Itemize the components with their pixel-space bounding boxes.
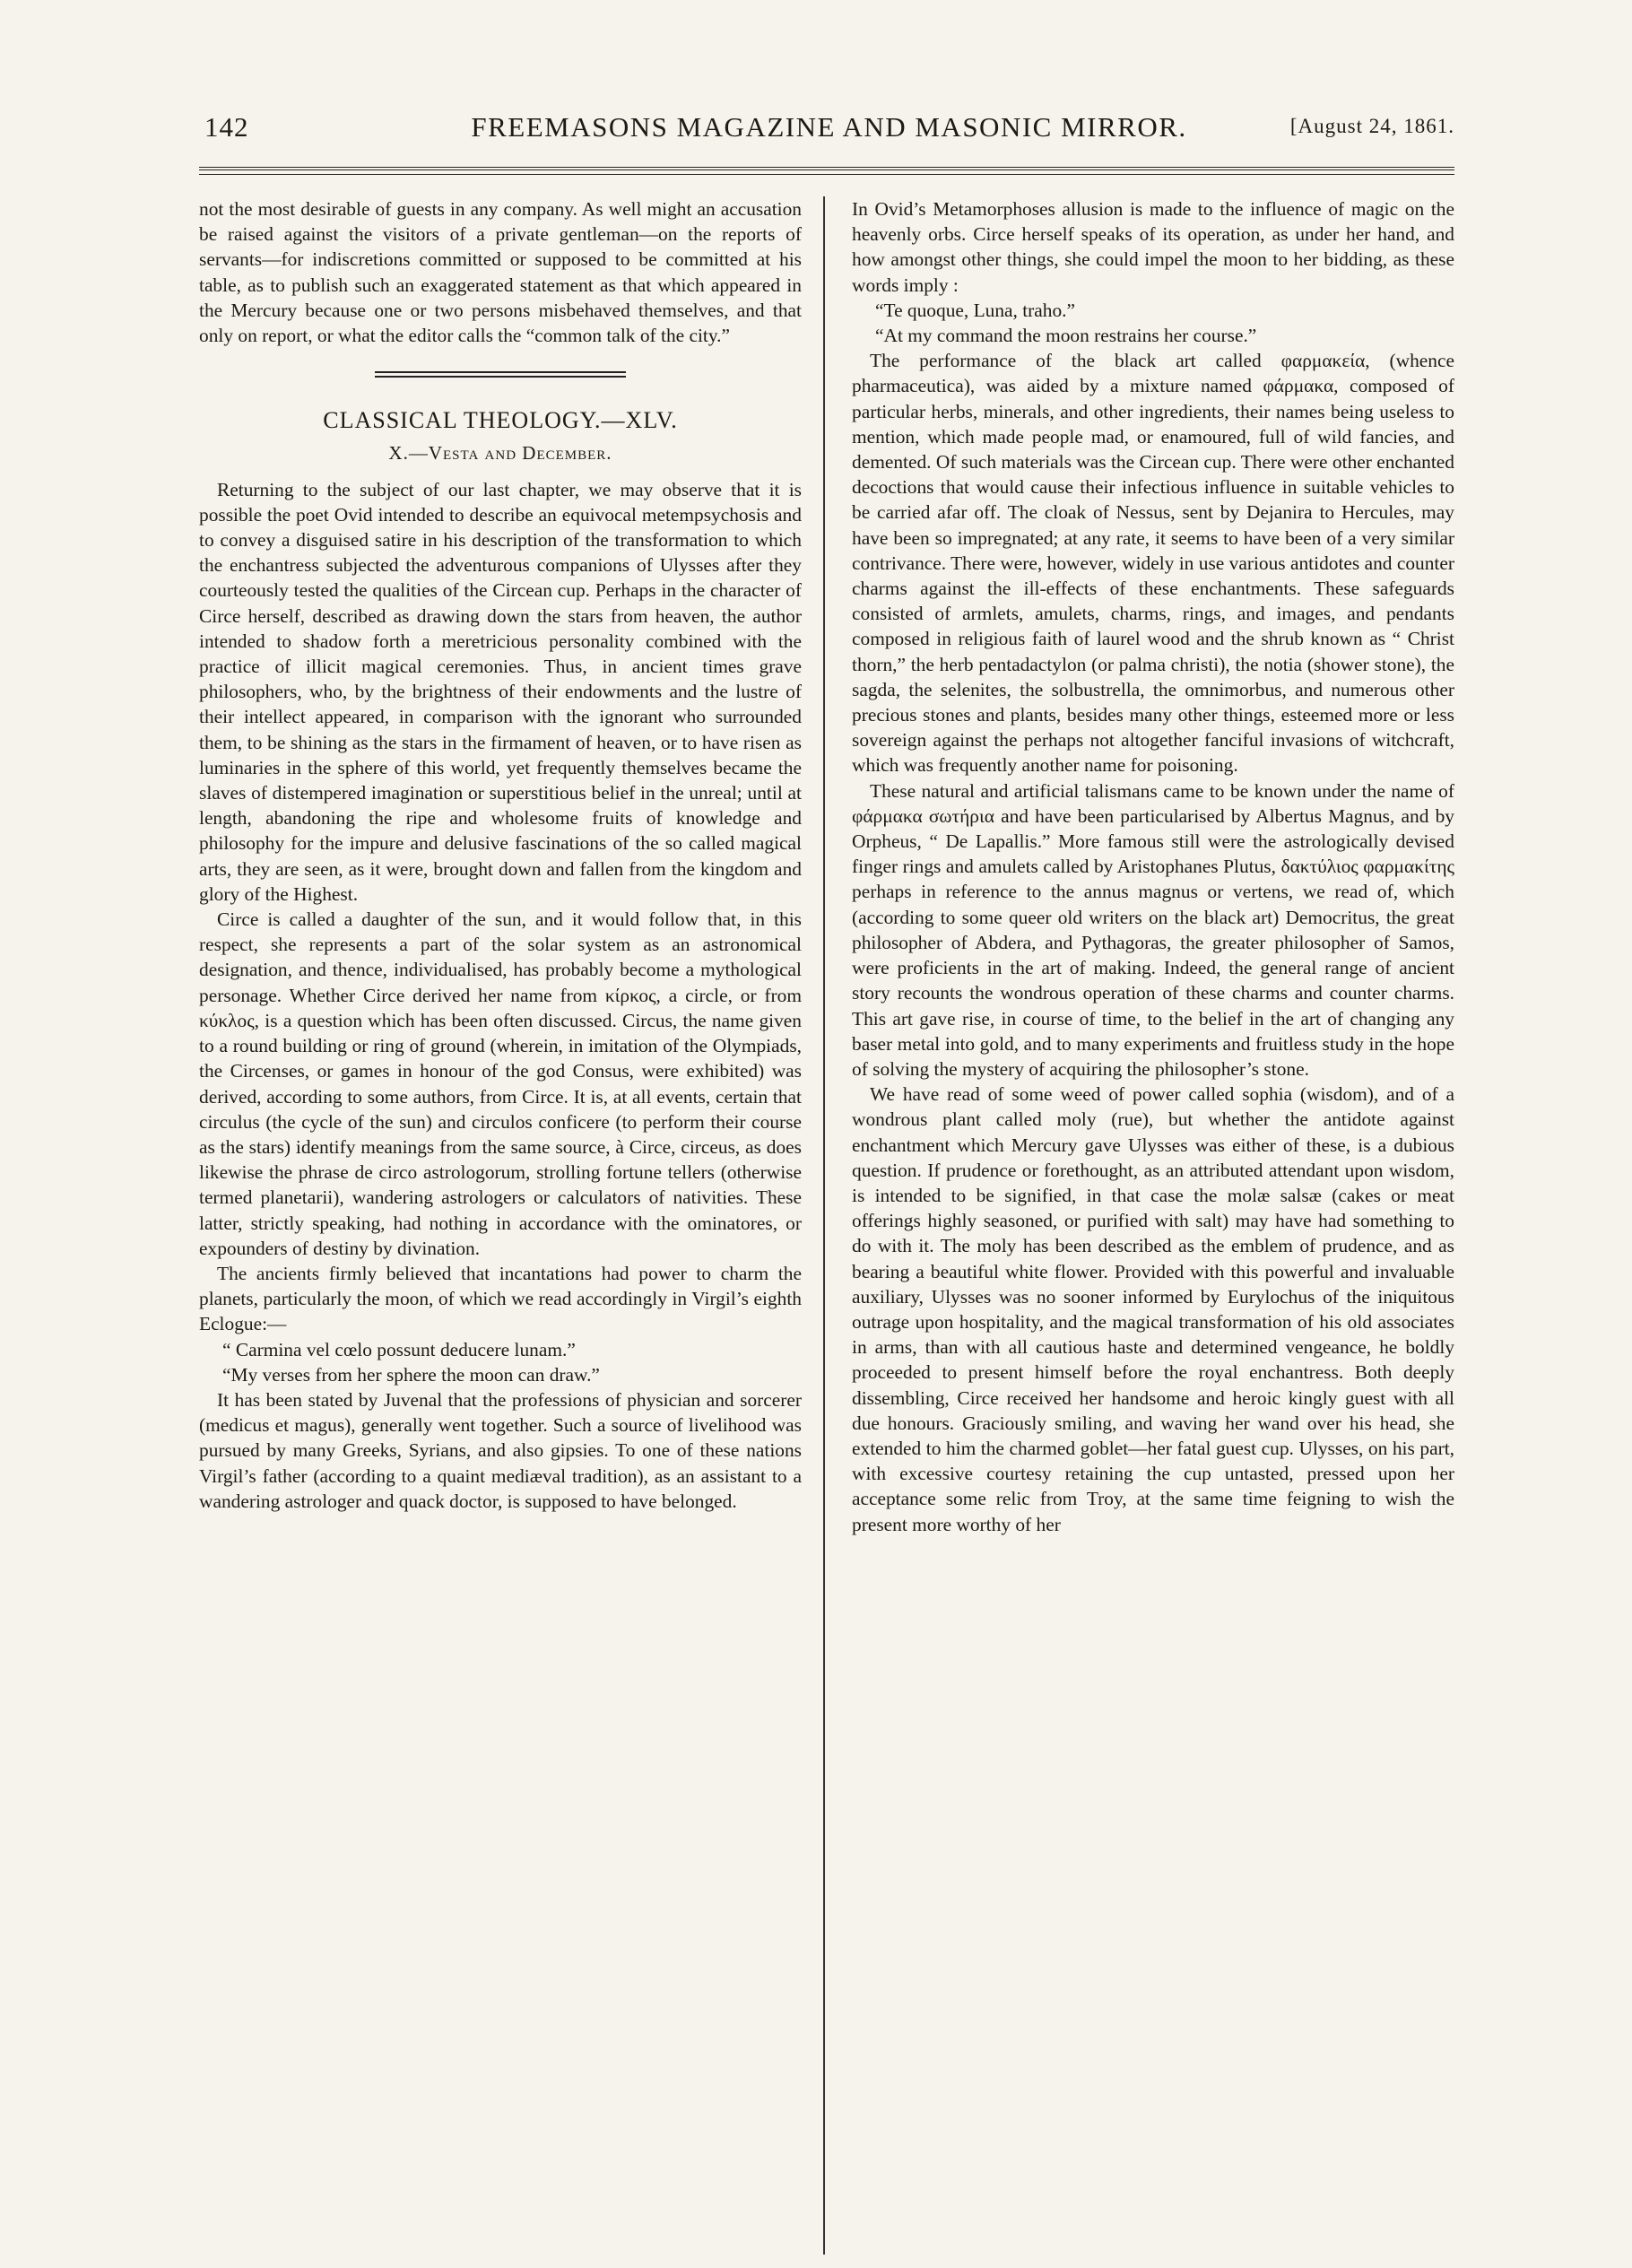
verse-line: “Te quoque, Luna, traho.” (875, 299, 1076, 321)
text-columns (199, 196, 1454, 1537)
verse-line: “ Carmina vel cœlo possunt deducere lunam.” (222, 1338, 576, 1360)
body-paragraph: Circe is called a daughter of the sun, and it would follow that, in this respect, she represents a part of the solar system as an astronomical designation, and thence, individualised, has probably become a mythological personage. Whether Circe derived her name from κίρκος, a circle, or from κύκλος, is a question which has been often discussed. Circus, the name given to a round building or ring of ground (wherein, in imitation of the Olympiads, the Circenses, or games in honour of the god Consus, were exhibited) was derived, according to some authors, from Circe. It is, at all events, certain that circulus (the cycle of the sun) and circulos conficere (to perform their course as the stars) identify meanings from the same source, à Circe, circeus, as does likewise the phrase de circo astrologorum, strolling fortune tellers (otherwise termed planetarii), wandering astrologers or calculators of nativities. These latter, strictly speaking, had nothing in accordance with the ominatores, or expounders of destiny by divination. (199, 908, 802, 1259)
page-number: 142 (204, 111, 249, 143)
header-rule (199, 167, 1454, 175)
masthead (199, 111, 1454, 154)
right-column (852, 196, 1454, 1537)
magazine-page (199, 111, 1454, 1537)
body-paragraph: Returning to the subject of our last chapter, we may observe that it is possible the poet Ovid intended to describe an equivocal metempsychosis and to convey a disguised satire in his description of the transformation to which the enchantress subjected the adventurous companions of Ulysses after they courteously tested the qualities of the Circean cup. Perhaps in the character of Circe herself, described as drawing down the stars from heaven, the author intended to shadow forth a meretricious personality combined with the practice of illicit magical ceremonies. Thus, in ancient times grave philosophers, who, by the brightness of their endowments and the lustre of their intellect appeared, in comparison with the ignorant who surrounded them, to be shining as the stars in the firmament of heaven, or to have risen as luminaries in the sphere of this world, yet frequently themselves became the slaves of distempered imagination or superstitious belief in the unreal; until at length, abandoning the ripe and wholesome fruits of knowledge and philosophy for the impure and delusive fascinations of the so called magical arts, they are seen, as it were, brought down and fallen from the kingdom and glory of the Highest. (199, 478, 802, 905)
verse-line: “At my command the moon restrains her course.” (875, 325, 1257, 347)
body-paragraph: These natural and artificial talismans came to be known under the name of φάρμακα σωτήρια and have been particularised by Albertus Magnus, and by Orpheus, “ De Lapallis.” More famous still were the astrologically devised finger rings and amulets called by Aristophanes Plutus, δακτύλιος φαρμακίτης perhaps in reference to the annus magnus or vertens, we read of, which (according to some queer old writers on the black art) Democritus, the great philosopher of Abdera, and Pythagoras, the greater philosopher of Samos, were proficients in the art of making. Indeed, the general range of ancient story recounts the wondrous operation of these charms and counter charms. This art gave rise, in course of time, to the belief in the art of changing any baser metal into gold, and to many experiments and fruitless study in the hope of solving the mystery of acquiring the philosopher’s stone. (852, 779, 1454, 1080)
article-subtitle: X.—Vesta and December. (388, 442, 612, 465)
verse-line: “My verses from her sphere the moon can draw.” (222, 1363, 600, 1386)
section-divider (375, 371, 626, 378)
body-paragraph: In Ovid’s Metamorphoses allusion is made to the influence of magic on the heavenly orbs. Circe herself speaks of its operation, as under her hand, and how amongst other things, she could impel the moon to her bidding, as these words imply : (852, 198, 1454, 296)
article-title: CLASSICAL THEOLOGY.—XLV. (323, 407, 678, 434)
body-paragraph: It has been stated by Juvenal that the professions of physician and sorcerer (medicus et magus), generally went together. Such a source of livelihood was pursued by many Greeks, Syrians, and also gipsies. To one of these nations Virgil’s father (according to a quaint mediæval tradition), as an assistant to a wandering astrologer and quack doctor, is supposed to have belonged. (199, 1388, 802, 1512)
body-paragraph: The ancients firmly believed that incantations had power to charm the planets, particularly the moon, of which we read accordingly in Virgil’s eighth Eclogue:— (199, 1262, 802, 1335)
body-paragraph: We have read of some weed of power called sophia (wisdom), and of a wondrous plant called moly (rue), but whether the antidote against enchantment which Mercury gave Ulysses was either of these, is a dubious question. If prudence or forethought, as an attributed attendant upon wisdom, is intended to be signified, in that case the molæ salsæ (cakes or meat offerings highly seasoned, or purified with salt) may have had something to do with it. The moly has been described as the emblem of prudence, and as bearing a beautiful white flower. Provided with this powerful and invaluable auxiliary, Ulysses was no sooner informed by Eurylochus of the iniquitous outrage upon hospitality, and the magical transformation of his old associates in arms, than with all cautious haste and determined vengeance, he boldly proceeded to present himself before the royal enchantress. Both deeply dissembling, Circe received her handsome and heroic kingly guest with all due honours. Graciously smiling, and waving her wand over his head, she extended to him the charmed goblet—her fatal guest cup. Ulysses, on his part, with excessive courtesy retaining the cup untasted, pressed upon her acceptance some relic from Troy, at the same time feigning to wish the present more worthy of her (852, 1083, 1454, 1535)
magazine-title: FREEMASONS MAGAZINE AND MASONIC MIRROR. (471, 111, 1187, 143)
issue-date: [August 24, 1861. (1289, 115, 1454, 137)
continued-paragraph: not the most desirable of guests in any company. As well might an accusation be raised against the visitors of a private gentleman—on the reports of servants—for indiscretions committed or supposed to be committed at his table, as to publish such an exaggerated statement as that which appeared in the Mercury because one or two persons misbehaved themselves, and that only on report, or what the editor calls the “common talk of the city.” (199, 198, 802, 347)
body-paragraph: The performance of the black art called φαρμακεία, (whence pharmaceutica), was aided by a mixture named φάρμακα, composed of particular herbs, minerals, and other ingredients, their names being useless to mention, which made people mad, or enamoured, full of wild fancies, and demented. Of such materials was the Circean cup. There were other enchanted decoctions that would cause their infectious influence in suitable vehicles to be carried afar off. The cloak of Nessus, sent by Dejanira to Hercules, may have been so impregnated; at any rate, it seems to have been of a very similar contrivance. There were, however, widely in use various antidotes and counter charms against the ill-effects of these enchantments. These safeguards consisted of armlets, amulets, charms, rings, and images, and pendants composed in religious faith of laurel wood and the shrub known as “ Christ thorn,” the herb pentadactylon (or palma christi), the notia (shower stone), the sagda, the selenites, the solbustrella, the omnimorbus, and numerous other precious stones and plants, besides many other things, esteemed more or less sovereign against the perhaps not altogether fanciful invasions of witchcraft, which was frequently another name for poisoning. (852, 350, 1454, 777)
left-column (199, 196, 802, 1537)
column-divider (823, 196, 825, 2255)
